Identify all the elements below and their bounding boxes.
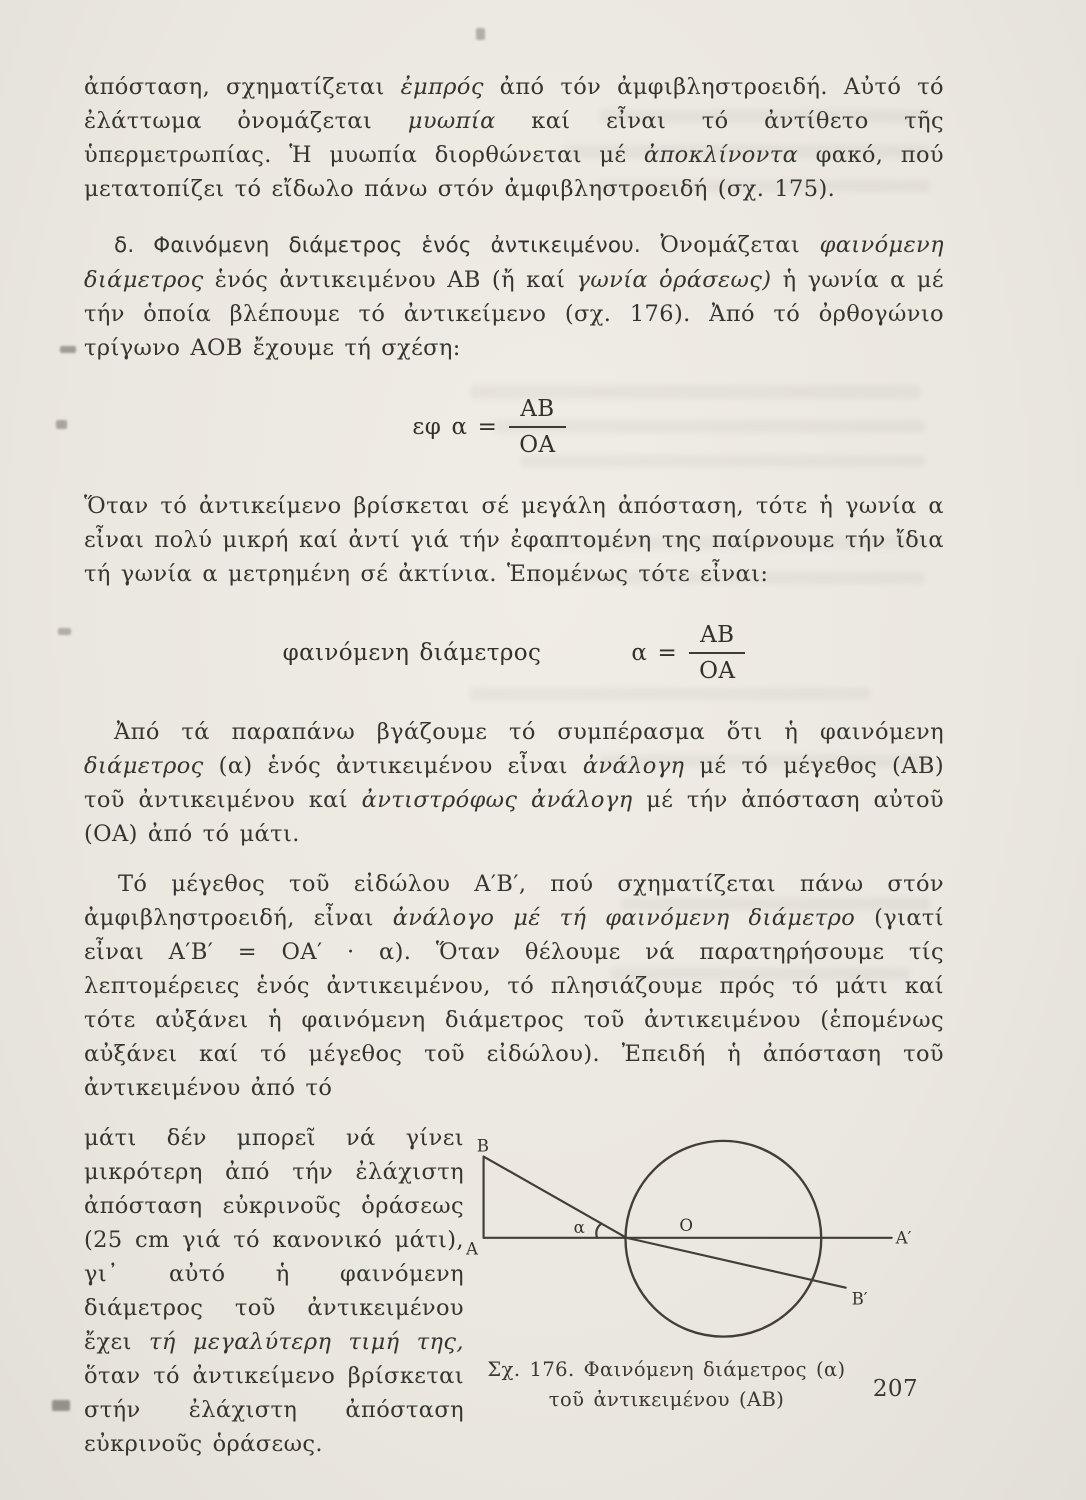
formula-lhs: α =: [631, 640, 678, 666]
scan-smudge: [60, 346, 76, 353]
scan-smudge: [52, 1400, 70, 1411]
term-myopia: μυωπία: [407, 108, 496, 134]
paragraph-section-d: [84, 228, 944, 365]
label-A: Α: [465, 1239, 478, 1259]
fraction-denominator: ΟΑ: [509, 426, 565, 459]
text-run-italic: ἀνάλογο μέ τή φαινόμενη διάμετρο: [392, 905, 856, 931]
label-alpha: α: [573, 1217, 585, 1237]
paragraph-myopia: [84, 70, 944, 206]
fraction: [689, 621, 745, 685]
scan-smudge: [58, 628, 71, 635]
angle-alpha-arc: [596, 1224, 601, 1238]
term-diverging-lens: ἀποκλίνοντα: [643, 142, 799, 168]
paragraph-conclusion: [84, 715, 944, 851]
text-run-italic: διάμετρος: [84, 753, 204, 779]
text-run: ἡ γωνία α μέ τήν ὁποία βλέπουμε τό ἀντικείμενο (σχ. 176). Ἀπό τό ὀρθογώνιο τρίγωνο ΑΟΒ ἔχουμε τή σχέση:: [84, 267, 944, 361]
page-content: [84, 70, 944, 1461]
label-A-prime: Α′: [895, 1228, 912, 1248]
text-run: ἑνός ἀντικειμένου ΑΒ (ἤ καί: [203, 267, 577, 293]
text-run: ὅταν τό ἀντικείμενο βρίσκεται στήν ἐλάχιστη ἀπόσταση εὐκρινοῦς ὁράσεως.: [84, 1363, 464, 1457]
text-run: Ὀνομάζεται: [640, 232, 820, 258]
ray-to-B-prime: [626, 1238, 845, 1288]
label-B-prime: Β′: [851, 1289, 868, 1309]
term-angle-of-vision: γωνία ὁράσεως): [576, 267, 772, 293]
text-run: μέ τήν ἀπόσταση αὐτοῦ (ΟΑ) ἀπό τό μάτι.: [84, 787, 944, 847]
text-run: καί εἶναι τό ἀντίθετο τῆς ὑπερμετρωπίας. Ἡ μυωπία διορθώνεται μέ: [84, 108, 944, 168]
paragraph-min-distance: [84, 1121, 464, 1461]
ray-from-B: [484, 1157, 627, 1238]
term-proportional: ἀνάλογη: [582, 753, 685, 779]
text-run: Ἀπό τά παραπάνω βγάζουμε τό συμπέρασμα ὅτι ἡ φαινόμενη: [114, 719, 944, 745]
label-B: Β: [476, 1136, 489, 1156]
term-inversely-proportional: ἀντιστρόφως ἀνάλογη: [361, 787, 633, 813]
paragraph-small-angle: [84, 489, 944, 591]
text-run-italic: τή μεγαλύτερη τιμή της,: [148, 1329, 464, 1355]
label-O: Ο: [679, 1215, 693, 1235]
text-figure-row: [84, 1121, 944, 1461]
eye-diagram-box: [464, 1121, 924, 1341]
fraction-numerator: ΑΒ: [520, 396, 555, 422]
text-run: (γιατί εἶναι Α′Β′ = ΟΑ′ · α). Ὅταν θέλουμε νά παρατηρήσουμε τίς λεπτομέρειες ἑνός ἀντικειμένου, τό πλησιάζουμε πρός τό μάτι καί τότε αὐξάνει ἡ φαινόμενη διάμετρος τοῦ ἀντικειμένου (ἑπομένως αὐξάνει καί τό μέγεθος τοῦ εἰδώλου). Ἐπειδή ἡ ἀπόσταση τοῦ ἀντικειμένου ἀπό τό: [84, 905, 945, 1101]
figure-caption-line1: Σχ. 176. Φαινόμενη διάμετρος (α): [487, 1357, 846, 1381]
text-run-italic: ἐμπρός: [400, 74, 484, 100]
text-run: Τό μέγεθος τοῦ εἰδώλου Α′Β′, πού σχηματίζεται πάνω στόν ἀμφιβληστροειδή, εἶναι: [84, 871, 944, 931]
text-run: μάτι δέν μπορεῖ νά γίνει μικρότερη ἀπό τήν ἐλάχιστη ἀπόσταση εὐκρινοῦς ὁράσεως (25 cm γιά τό κανονικό μάτι), γι᾽ αὐτό ἡ φαινόμενη διάμετρος τοῦ ἀντικειμένου ἔχει: [84, 1125, 464, 1355]
fraction: [509, 395, 565, 459]
section-d-heading: δ. Φαινόμενη διάμετρος ἑνός ἀντικειμένου.: [114, 233, 641, 258]
paragraph-image-size: [84, 867, 944, 1105]
text-run: (α) ἑνός ἀντικειμένου εἶναι: [203, 753, 583, 779]
fraction-denominator: ΟΑ: [689, 652, 745, 685]
formula-tangent: [59, 395, 919, 459]
formula-label: φαινόμενη διάμετρος: [282, 640, 542, 666]
formula-lhs: εφ α =: [412, 414, 498, 440]
figure-176: [464, 1121, 924, 1461]
text-run: ἀπόσταση, σχηματίζεται: [84, 74, 401, 100]
eye-diagram: [464, 1135, 924, 1341]
page-number: 207: [872, 1376, 918, 1402]
text-run: μέ τό μέγεθος (ΑΒ) τοῦ ἀντικειμένου καί: [84, 753, 945, 813]
text-run: φακό, πού μετατοπίζει τό εἴδωλο πάνω στόν ἀμφιβληστροειδή (σχ. 175).: [84, 142, 944, 202]
figure-caption-line2: τοῦ ἀντικειμένου (ΑΒ): [548, 1387, 785, 1411]
text-run: ἀπό τόν ἀμφιβληστροειδή. Αὐτό τό ἐλάττωμα ὀνομάζεται: [84, 74, 944, 134]
scan-smudge: [476, 28, 485, 40]
term-apparent-diameter: φαινόμενη διάμετρος: [84, 232, 945, 293]
fraction-numerator: ΑΒ: [700, 622, 735, 648]
figure-caption: [464, 1355, 924, 1415]
text-run: Ὅταν τό ἀντικείμενο βρίσκεται σέ μεγάλη ἀπόσταση, τότε ἡ γωνία α εἶναι πολύ μικρή καί ἀντί γιά τήν ἐφαπτομένη της παίρνουμε τήν ἴδια τή γωνία α μετρημένη σέ ἀκτίνια. Ἑπομένως τότε εἶναι:: [84, 493, 944, 587]
formula-apparent-diameter: [84, 621, 944, 685]
